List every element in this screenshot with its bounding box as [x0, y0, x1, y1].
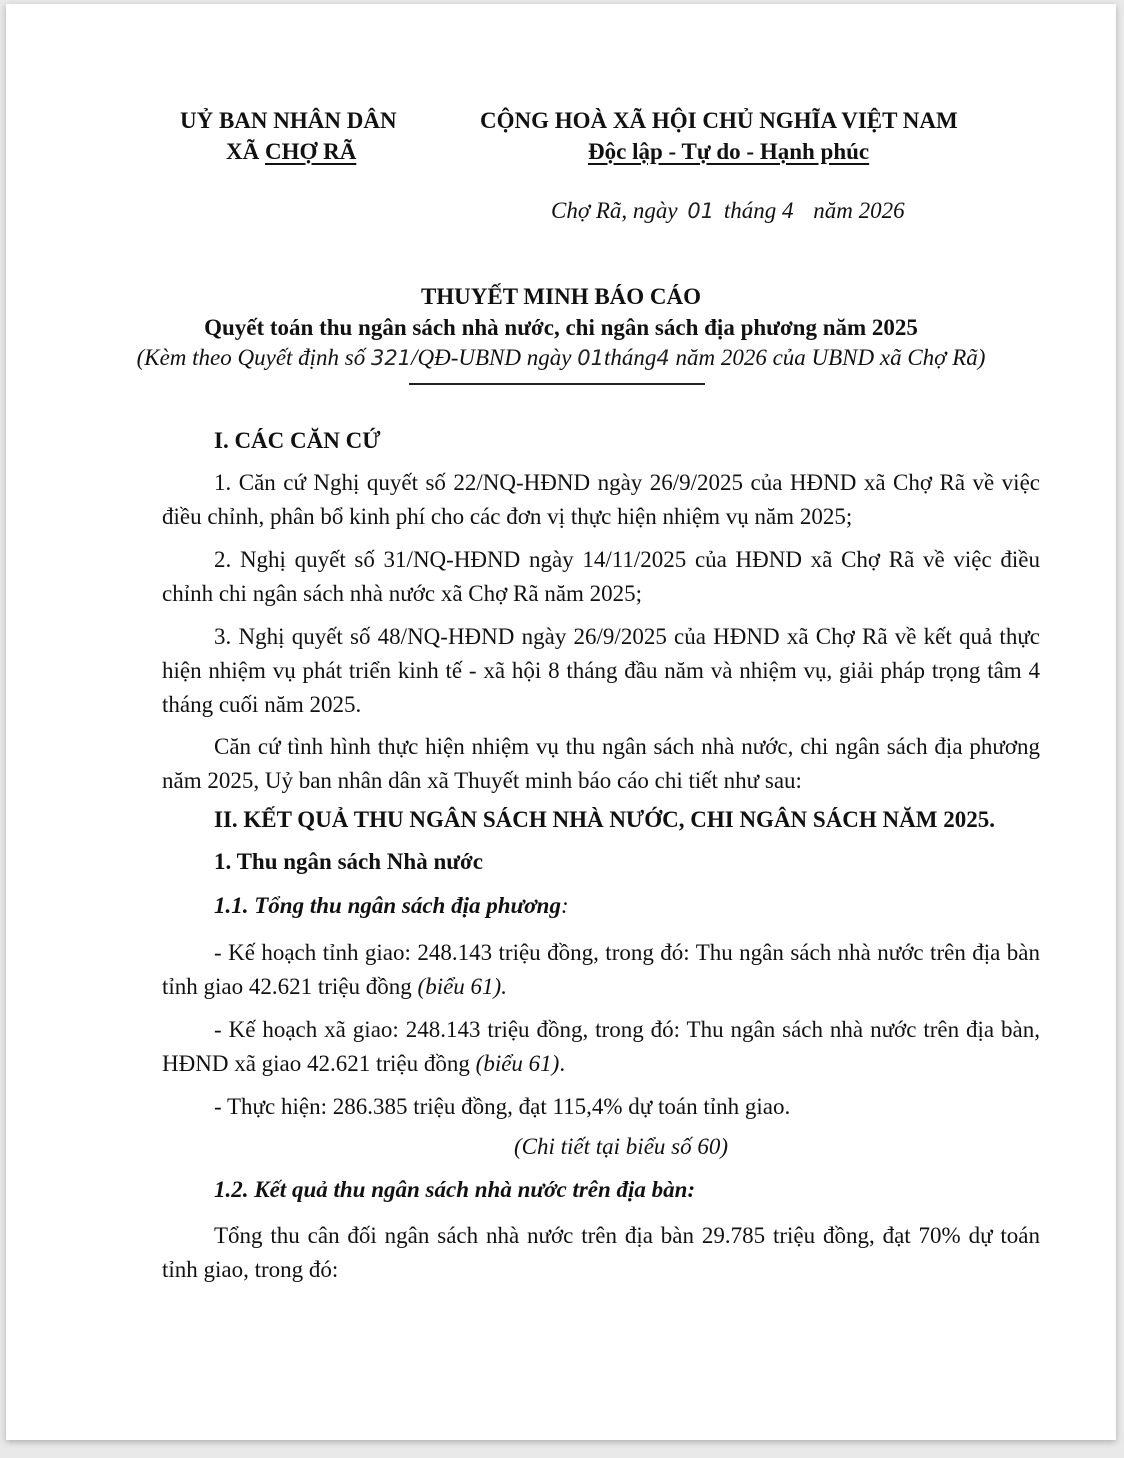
plan-province-ref: (biểu 61). — [417, 974, 507, 999]
attach-day: 01 — [577, 346, 604, 370]
basis-item-1: 1. Căn cứ Nghị quyết số 22/NQ-HĐND ngày 26/9/2025 của HĐND xã Chợ Rã về việc điều chỉnh, phân bổ kinh phí cho các đơn vị thực hiện nhiệm vụ năm 2025; — [162, 470, 1040, 529]
agency-name: UỶ BAN NHÂN DÂN — [180, 108, 397, 133]
title-divider — [409, 383, 705, 385]
date-day: 01 — [687, 199, 715, 223]
attach-part1: (Kèm theo Quyết định số — [136, 345, 366, 370]
national-motto: Độc lập - Tự do - Hạnh phúc — [588, 139, 870, 164]
plan-commune-end: . — [559, 1051, 566, 1076]
basis-item-3: 3. Nghị quyết số 48/NQ-HĐND ngày 26/9/2025 của HĐND xã Chợ Rã về kết quả thực hiện nhiệm vụ phát triển kinh tế - xã hội 8 tháng đầu năm và nhiệm vụ, giải pháp trọng tâm 4 tháng cuối năm 2025. — [162, 624, 1040, 717]
subsection-1-1-heading — [214, 893, 569, 919]
agency-commune-prefix: XÃ — [226, 139, 265, 164]
plan-commune-ref: (biểu 61) — [475, 1051, 560, 1076]
document-subtitle: Quyết toán thu ngân sách nhà nước, chi ngân sách địa phương năm 2025 — [204, 315, 918, 340]
basis-item-2: 2. Nghị quyết số 31/NQ-HĐND ngày 14/11/2025 của HĐND xã Chợ Rã về việc điều chỉnh chi ngân sách nhà nước xã Chợ Rã năm 2025; — [162, 547, 1040, 606]
basis-closing: Căn cứ tình hình thực hiện nhiệm vụ thu ngân sách nhà nước, chi ngân sách địa phương năm 2025, Uỷ ban nhân dân xã Thuyết minh báo cáo chi tiết như sau: — [162, 734, 1040, 793]
section-1-heading: I. CÁC CĂN CỨ — [214, 428, 381, 453]
attach-part3: tháng — [603, 345, 657, 370]
document-title: THUYẾT MINH BÁO CÁO — [420, 284, 702, 309]
section-2-heading: II. KẾT QUẢ THU NGÂN SÁCH NHÀ NƯỚC, CHI NGÂN SÁCH NĂM 2025. — [214, 807, 995, 832]
subsection-1-2-heading: 1.2. Kết quả thu ngân sách nhà nước trên địa bàn: — [214, 1177, 696, 1202]
decision-number: 321 — [371, 346, 412, 370]
plan-province-text: - Kế hoạch tỉnh giao: 248.143 triệu đồng, trong đó: Thu ngân sách nhà nước trên địa bàn tỉnh giao 42.621 triệu đồng — [162, 940, 1040, 999]
national-title: CỘNG HOÀ XÃ HỘI CHỦ NGHĨA VIỆT NAM — [480, 108, 958, 133]
date-prefix: Chợ Rã, ngày — [551, 198, 678, 223]
attach-month: 4 — [656, 346, 670, 370]
plan-commune-text: - Kế hoạch xã giao: 248.143 triệu đồng, trong đó: Thu ngân sách nhà nước trên địa bàn, HĐND xã giao 42.621 triệu đồng — [162, 1017, 1040, 1076]
subsection-1-1-colon: : — [560, 893, 569, 918]
attach-part2: /QĐ-UBND ngày — [411, 345, 572, 370]
execution-paragraph: - Thực hiện: 286.385 triệu đồng, đạt 115,4% dự toán tỉnh giao. — [214, 1094, 791, 1119]
date-year: năm 2026 — [813, 198, 905, 223]
document-attachment-note — [6, 345, 1116, 371]
subsection-1-1-title: 1.1. Tổng thu ngân sách địa phương — [214, 893, 561, 918]
subsection-1-heading: 1. Thu ngân sách Nhà nước — [214, 849, 483, 874]
total-revenue-paragraph: Tổng thu cân đối ngân sách nhà nước trên địa bàn 29.785 triệu đồng, đạt 70% dự toán tỉnh giao, trong đó: — [162, 1223, 1040, 1282]
detail-reference: (Chi tiết tại biểu số 60) — [514, 1134, 729, 1159]
date-line — [551, 198, 905, 224]
agency-commune — [226, 139, 356, 165]
document-page — [6, 4, 1116, 1440]
date-month: tháng 4 — [723, 198, 794, 223]
plan-commune-paragraph — [162, 1013, 1040, 1081]
plan-province-paragraph — [162, 936, 1040, 1004]
attach-part4: năm 2026 của UBND xã Chợ Rã) — [675, 345, 986, 370]
agency-commune-name: CHỢ RÃ — [264, 139, 357, 164]
